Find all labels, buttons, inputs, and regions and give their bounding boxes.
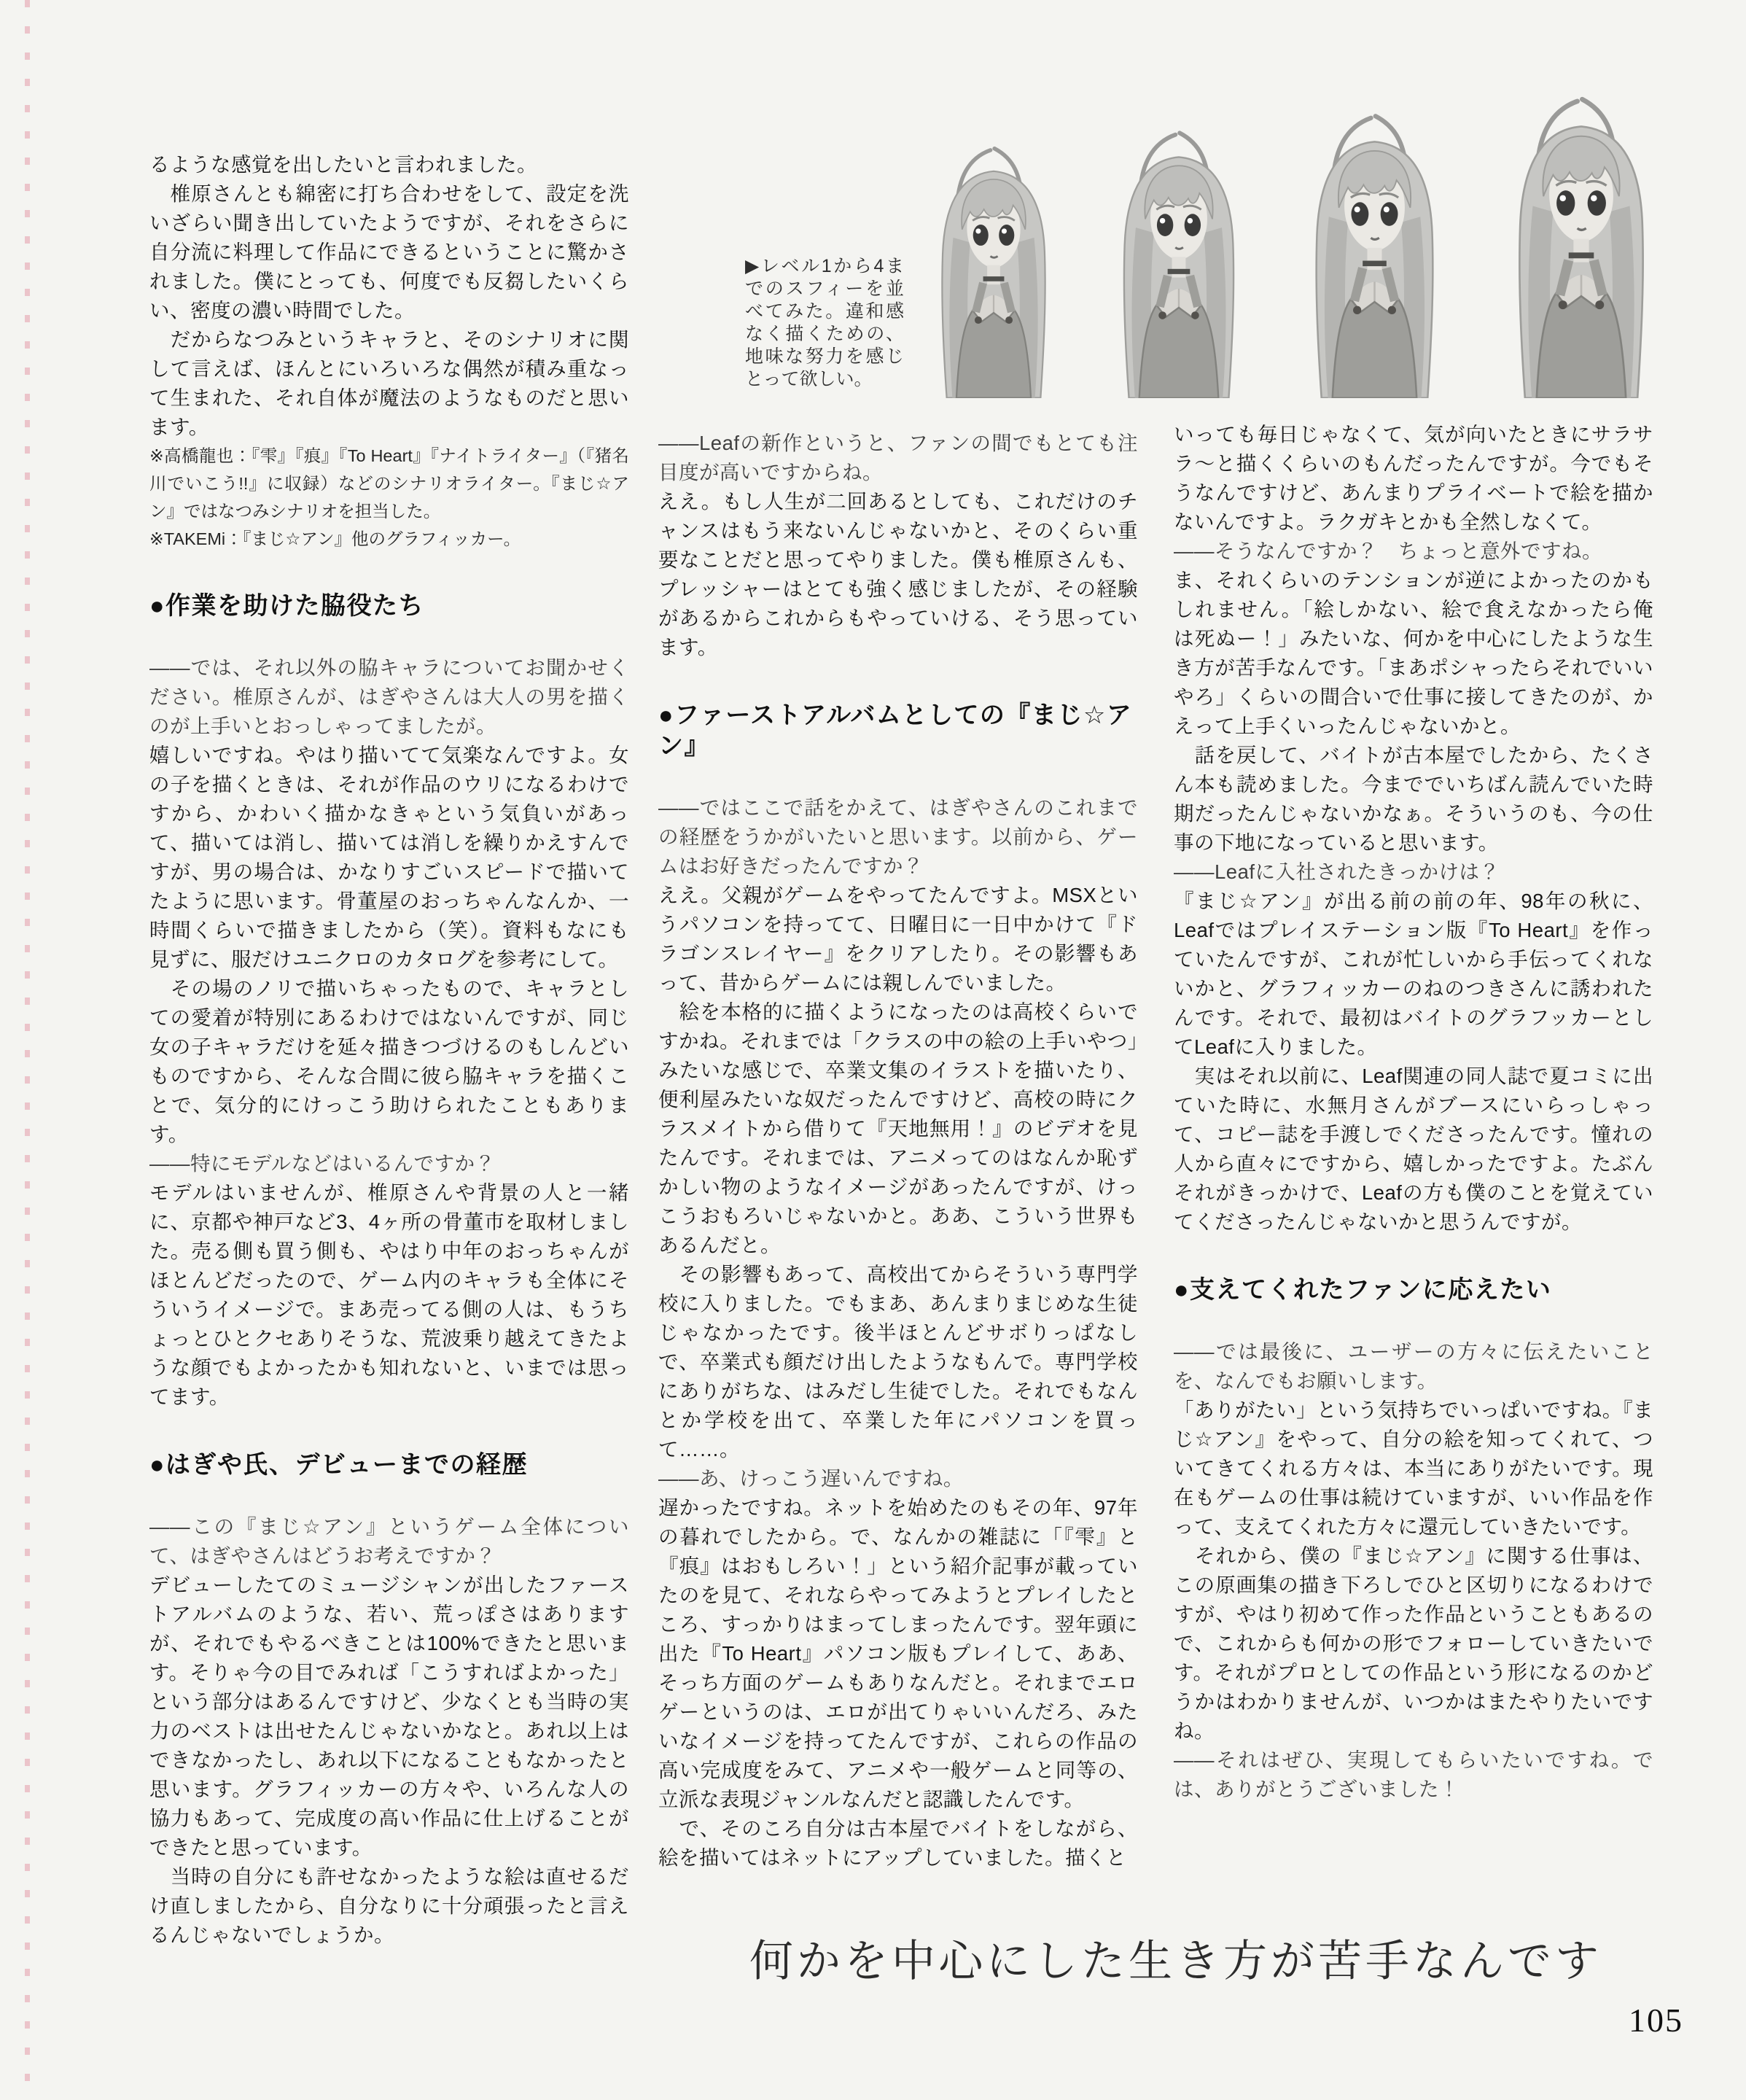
article-column-right xyxy=(1174,420,1653,1804)
photo-caption: ▶レベル1から4までのスフィーを並べてみた。違和感なく描くための、地味な努力を感じとって欲しい。 xyxy=(745,256,904,389)
right-column-paragraph: 『まじ☆アン』が出る前の前の年、98年の秋に、Leafではプレイステーション版『To Heart』を作っていたんですが、これが忙しいから手伝ってくれないかと、グラフィッカーのねのつきさんに誘われたんです。それで、最初はバイトのグラフッカーとしてLeafに入りました。 xyxy=(1174,890,1653,1058)
character-lineup-image xyxy=(913,70,1678,398)
article-column-middle xyxy=(658,429,1138,1872)
middle-column-paragraph: その影響もあって、高校出てからそういう専門学校に入りました。でもまあ、あんまりまじめな生徒じゃなかったです。後半ほとんどサボりっぱなしで、卒業式も顔だけ出したようなもんで。専門学校にありがちな、はみだし生徒でした。それでもなんとか学校を出て、卒業した年にパソコンを買って……。 xyxy=(658,1263,1138,1461)
left-column-paragraph: だからなつみというキャラと、そのシナリオに関して言えば、ほんとにいろいろな偶然が積み重なって生まれた、それ自体が魔法のようなものだと思います。 xyxy=(149,328,629,438)
left-column-interviewer-question: ――特にモデルなどはいるんですか？ xyxy=(149,1152,496,1175)
left-column-footnote: ※高橋龍也：『雫』『痕』『To Heart』『ナイトライター』（『猪名川でいこう!!』に収録）などのシナリオライター。『まじ☆アン』ではなつみシナリオを担当した。 xyxy=(149,446,629,521)
middle-column-interviewer-question: ――Leafの新作というと、ファンの間でもとても注目度が高いですからね。 xyxy=(658,432,1138,483)
middle-column-paragraph: ええ。父親がゲームをやってたんですよ。MSXというパソコンを持ってて、日曜日に一日中かけて『ドラゴンスレイヤー』をクリアしたり。その影響もあって、昔からゲームには親しんでいました。 xyxy=(658,884,1138,994)
right-column-interviewer-question: ――それはぜひ、実現してもらいたいですね。では、ありがとうございました！ xyxy=(1174,1749,1653,1800)
left-column-paragraph: るような感覚を出したいと言われました。 xyxy=(149,153,537,176)
right-column-paragraph: それから、僕の『まじ☆アン』に関する仕事は、この原画集の描き下ろしでひと区切りになるわけですが、やはり初めて作った作品ということもあるので、これからも何かの形でフォローしていきたいです。それがプロとしての作品という形になるのかどうかはわかりませんが、いつかはまたやりたいですね。 xyxy=(1174,1544,1653,1742)
middle-column-paragraph: 遅かったですね。ネットを始めたのもその年、97年の暮れでしたから。で、なんかの雑誌に「『雫』と『痕』はおもしろい！」という紹介記事が載っていたのを見て、それならやってみようとプレイしたところ、すっかりはまってしまったんです。翌年頭に出た『To Heart』パソコン版もプレイして、ああ、そっち方面のゲームもありなんだと。それまでエロゲーというのは、エロが出てりゃいいんだろ、みたいなイメージを持ってたんですが、これらの作品の高い完成度をみて、アニメや一般ゲームと同等の、立派な表現ジャンルなんだと認識したんです。 xyxy=(658,1496,1138,1811)
pull-quote: 何かを中心にした生き方が苦手なんです xyxy=(749,1937,1602,1986)
left-column-paragraph: 当時の自分にも許せなかったような絵は直せるだけ直しましたから、自分なりに十分頑張ったと言えるんじゃないでしょうか。 xyxy=(149,1865,629,1946)
right-column-paragraph: 「ありがたい」という気持ちでいっぱいですね。『まじ☆アン』をやって、自分の絵を知ってくれて、ついてきてくれる方々は、本当にありがたいです。現在もゲームの仕事は続けていますが、いい作品を作って、支えてくれた方々に還元していきたいです。 xyxy=(1174,1399,1653,1538)
right-column-paragraph: ま、それくらいのテンションが逆によかったのかもしれません。「絵しかない、絵で食えなかったら俺は死ぬー！」みたいな、何かを中心にしたような生き方が苦手なんです。「まあポシャったらそれでいいやろ」くらいの間合いで仕事に接してきたのが、かえって上手くいったんじゃないかと。 xyxy=(1174,569,1653,737)
left-column-paragraph: デビューしたてのミュージシャンが出したファーストアルバムのような、若い、荒っぽさはありますが、それでもやるべきことは100%できたと思います。そりゃ今の目でみれば「こうすればよかった」という部分はあるんですけど、少なくとも当時の実力のベストは出せたんじゃないかなと。あれ以上はできなかったし、あれ以下になることもなかったと思います。グラフィッカーの方々や、いろんな人の協力もあって、完成度の高い作品に仕上げることができたと思っています。 xyxy=(149,1574,629,1859)
right-column-paragraph: 実はそれ以前に、Leaf関連の同人誌で夏コミに出ていた時に、水無月さんがブースにいらっしゃって、コピー誌を手渡しでくださったんです。憧れの人から直々にですから、嬉しかったですよ。たぶんそれがきっかけで、Leafの方も僕のことを覚えていてくださったんじゃないかと思うんですが。 xyxy=(1174,1065,1653,1233)
left-column-paragraph: 椎原さんとも綿密に打ち合わせをして、設定を洗いざらい聞き出していたようですが、それをさらに自分流に料理して作品にできるということに驚かされました。僕にとっても、何度でも反芻したいくらい、密度の濃い時間でした。 xyxy=(149,182,629,322)
left-column-section-heading: ●作業を助けた脇役たち xyxy=(149,592,425,620)
left-column-interviewer-question: ――では、それ以外の脇キャラについてお聞かせください。椎原さんが、はぎやさんは大人の男を描くのが上手いとおっしゃってましたが。 xyxy=(149,656,629,737)
left-column-paragraph: モデルはいませんが、椎原さんや背景の人と一緒に、京都や神戸など3、4ヶ所の骨董市を取材しました。売る側も買う側も、やはり中年のおっちゃんがほとんどだったので、ゲーム内のキャラも全体にそういうイメージで。まあ売ってる側の人は、もうちょっとひとクセありそうな、荒波乗り越えてきたような顔でもよかったかも知れないと、いまでは思ってます。 xyxy=(149,1181,629,1408)
right-column-paragraph: 話を戻して、バイトが古本屋でしたから、たくさん本も読めました。今まででいちばん読んでいた時期だったんじゃないかなぁ。そういうのも、今の仕事の下地になっていると思います。 xyxy=(1174,744,1653,854)
right-column-interviewer-question: ――Leafに入社されたきっかけは？ xyxy=(1174,860,1500,883)
scan-edge-artifact xyxy=(25,0,30,2100)
left-column-section-heading: ●はぎや氏、デビューまでの経歴 xyxy=(149,1451,529,1479)
right-column-interviewer-question: ――そうなんですか？ ちょっと意外ですね。 xyxy=(1174,540,1602,562)
article-column-left xyxy=(149,150,629,1950)
character-illustration-level-3 xyxy=(1283,105,1466,398)
right-column-section-heading: ●支えてくれたファンに応えたい xyxy=(1174,1276,1552,1304)
left-column-paragraph: その場のノリで描いちゃったもので、キャラとしての愛着が特別にあるわけではないんですが、同じ女の子キャラだけを延々描きつづけるのもしんどいものですから、そんな合間に彼ら脇キャラを描くことで、気分的にけっこう助けられたこともあります。 xyxy=(149,977,629,1146)
middle-column-interviewer-question: ――あ、けっこう遅いんですね。 xyxy=(658,1467,964,1490)
character-illustration-level-4 xyxy=(1484,88,1678,398)
character-illustration-level-1 xyxy=(913,139,1075,398)
left-column-interviewer-question: ――この『まじ☆アン』というゲーム全体について、はぎやさんはどうお考えですか？ xyxy=(149,1515,629,1567)
left-column-footnote: ※TAKEMi：『まじ☆アン』他のグラフィッカー。 xyxy=(149,529,521,548)
page-number: 105 xyxy=(1629,2002,1683,2039)
middle-column-section-heading: ●ファーストアルバムとしての『まじ☆アン』 xyxy=(658,701,1133,760)
middle-column-interviewer-question: ――ではここで話をかえて、はぎやさんのこれまでの経歴をうかがいたいと思います。以前から、ゲームはお好きだったんですか？ xyxy=(658,796,1138,877)
right-column-interviewer-question: ――では最後に、ユーザーの方々に伝えたいことを、なんでもお願いします。 xyxy=(1174,1340,1653,1392)
middle-column-paragraph: 絵を本格的に描くようになったのは高校くらいですかね。それまでは「クラスの中の絵の上手いやつ」みたいな感じで、卒業文集のイラストを描いたり、便利屋みたいな奴だったんですけど、高校の時にクラスメイトから借りて『天地無用！』のビデオを見たんです。それまでは、アニメってのはなんか恥ずかしい物のようなイメージがあったんですが、けっこうおもろいじゃないかと。ああ、こういう世界もあるんだと。 xyxy=(658,1000,1138,1256)
middle-column-paragraph: で、そのころ自分は古本屋でバイトをしながら、絵を描いてはネットにアップしていました。描くと xyxy=(658,1817,1138,1869)
character-illustration-level-2 xyxy=(1093,122,1265,398)
right-column-paragraph: いっても毎日じゃなくて、気が向いたときにサラサラ～と描くくらいのもんだったんですが。今でもそうなんですけど、あんまりプライベートで絵を描かないんですよ。ラクガキとかも全然しなくて。 xyxy=(1174,423,1653,533)
left-column-paragraph: 嬉しいですね。やはり描いてて気楽なんですよ。女の子を描くときは、それが作品のウリになるわけですから、かわいく描かなきゃという気負いがあって、描いては消し、描いては消しを繰りかえすんですが、男の場合は、かなりすごいスピードで描いてたように思います。骨董屋のおっちゃんなんか、一時間くらいで描きましたから（笑）。資料もなにも見ずに、服だけユニクロのカタログを参考にして。 xyxy=(149,744,629,971)
middle-column-paragraph: ええ。もし人生が二回あるとしても、これだけのチャンスはもう来ないんじゃないかと、そのくらい重要なことだと思ってやりました。僕も椎原さんも、プレッシャーはとても強く感じましたが、その経験があるからこれからもやっていける、そう思っています。 xyxy=(658,490,1138,658)
